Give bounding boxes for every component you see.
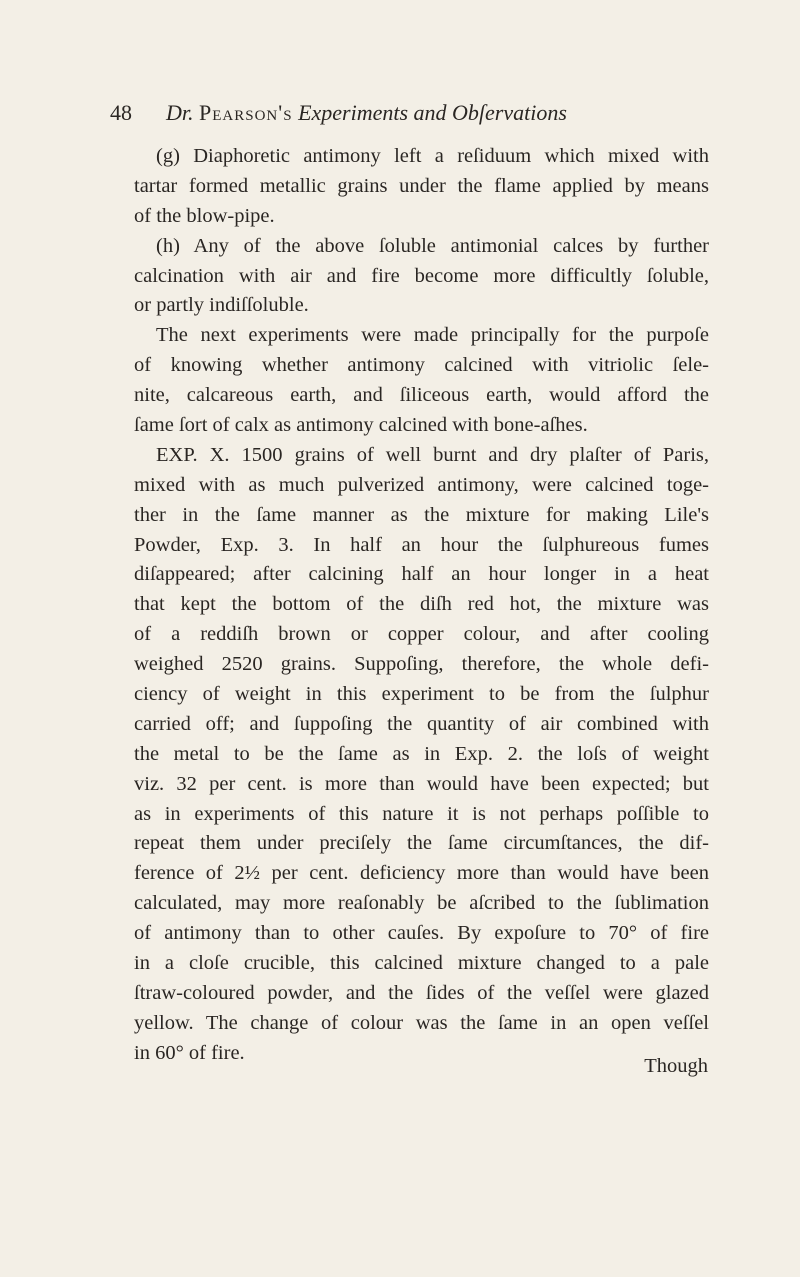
text-line: repeat them under preciſely the ſame circumſtances, the dif-	[134, 832, 709, 855]
text-line: (h) Any of the above ſoluble antimonial calces by further	[156, 234, 709, 257]
text-line: in a cloſe crucible, this calcined mixture changed to a pale	[134, 952, 709, 975]
text-line: in 60° of fire.	[134, 1041, 245, 1064]
text-line: viz. 32 per cent. is more than would have been expected; but	[134, 772, 709, 795]
text-line: calcination with air and fire become more difficultly ſoluble,	[134, 264, 709, 287]
text-line: ſtraw-coloured powder, and the ſides of the veſſel were glazed	[134, 981, 709, 1004]
text-line: weighed 2520 grains. Suppoſing, therefore, the whole defi-	[134, 653, 709, 676]
body-text	[134, 142, 709, 1069]
text-line: of knowing whether antimony calcined with vitriolic ſele-	[134, 354, 709, 377]
text-line: ſame ſort of calx as antimony calcined with bone-aſhes.	[134, 414, 588, 437]
running-title	[166, 100, 567, 126]
catchword: Though	[644, 1055, 708, 1077]
text-line: ciency of weight in this experiment to be from the ſulphur	[134, 683, 709, 706]
text-line: diſappeared; after calcining half an hour longer in a heat	[134, 563, 709, 586]
text-line: ference of 2½ per cent. deficiency more than would have been	[134, 862, 709, 885]
text-line: the metal to be the ſame as in Exp. 2. the loſs of weight	[134, 742, 709, 765]
text-line: yellow. The change of colour was the ſame in an open veſſel	[134, 1011, 709, 1034]
text-line: as in experiments of this nature it is not perhaps poſſible to	[134, 802, 709, 825]
text-line: mixed with as much pulverized antimony, were calcined toge-	[134, 473, 709, 496]
text-line: of antimony than to other cauſes. By expoſure to 70° of fire	[134, 922, 709, 945]
text-line: ther in the ſame manner as the mixture for making Lile's	[134, 503, 709, 526]
text-line: carried off; and ſuppoſing the quantity of air combined with	[134, 712, 709, 735]
text-line: calculated, may more reaſonably be aſcribed to the ſublimation	[134, 892, 709, 915]
title-rest: Experiments and Obſervations	[298, 100, 567, 125]
text-line: EXP. X. 1500 grains of well burnt and dry plaſter of Paris,	[156, 443, 709, 466]
text-line: Powder, Exp. 3. In half an hour the ſulphureous fumes	[134, 533, 709, 556]
text-line: or partly indiſſoluble.	[134, 294, 309, 317]
running-header	[110, 100, 710, 132]
text-line: tartar formed metallic grains under the flame applied by means	[134, 174, 709, 197]
title-prefix: Dr.	[166, 100, 194, 125]
text-line: The next experiments were made principally for the purpoſe	[156, 324, 709, 347]
text-line: of a reddiſh brown or copper colour, and after cooling	[134, 623, 709, 646]
title-name: Pearson's	[199, 100, 293, 125]
text-line: of the blow-pipe.	[134, 204, 275, 227]
page-number: 48	[110, 100, 132, 125]
text-line: nite, calcareous earth, and ſiliceous earth, would afford the	[134, 384, 709, 407]
text-line: (g) Diaphoretic antimony left a reſiduum which mixed with	[156, 145, 709, 167]
text-line: that kept the bottom of the diſh red hot, the mixture was	[134, 593, 709, 616]
